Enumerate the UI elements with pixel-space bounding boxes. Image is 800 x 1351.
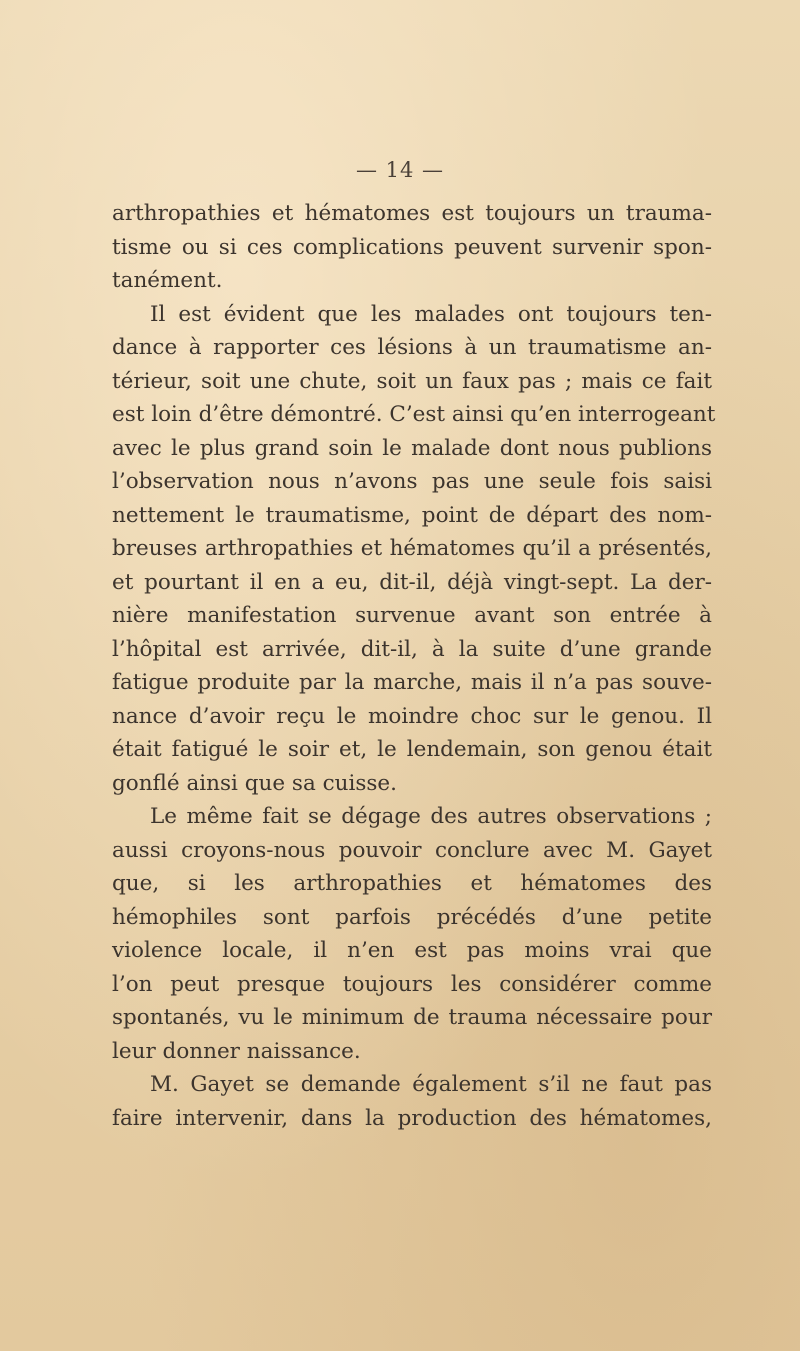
text-line: Le même fait se dégage des autres observations ; [150, 804, 712, 829]
text-line: M. Gayet se demande également s’il ne faut pas [150, 1072, 712, 1097]
text-line: tanément. [112, 268, 223, 293]
text-line: hémophiles sont parfois précédés d’une petite [112, 904, 712, 930]
text-line: gonflé ainsi que sa cuisse. [112, 770, 397, 796]
page-number: — 14 — [355, 158, 445, 182]
text-line: arthropathies et hématomes est toujours un trauma- [112, 201, 712, 226]
text-line: est loin d’être démontré. C’est ainsi qu’en interrogeant [112, 402, 716, 427]
text-line: dance à rapporter ces lésions à un traumatisme an- [112, 335, 712, 360]
text-line: spontanés, vu le minimum de trauma nécessaire pour [112, 1005, 712, 1030]
text-line: Il est évident que les malades ont toujours ten- [150, 301, 712, 327]
text-line: l’observation nous n’avons pas une seule fois saisi [112, 469, 712, 494]
text-line: tisme ou si ces complications peuvent survenir spon- [112, 234, 712, 260]
text-line: térieur, soit une chute, soit un faux pas ; mais ce fait [112, 368, 712, 394]
text-line: breuses arthropathies et hématomes qu’il a présentés, [112, 536, 712, 561]
text-line: nance d’avoir reçu le moindre choc sur le genou. Il [112, 703, 712, 729]
body-text [112, 197, 716, 1135]
text-line: avec le plus grand soin le malade dont nous publions [112, 435, 712, 461]
text-line: fatigue produite par la marche, mais il n’a pas souve- [112, 670, 712, 695]
text-line: leur donner naissance. [112, 1038, 361, 1064]
text-line: nettement le traumatisme, point de départ des nom- [112, 502, 712, 528]
text-line: l’on peut presque toujours les considérer comme [112, 971, 712, 997]
text-line: et pourtant il en a eu, dit-il, déjà vingt-sept. La der- [112, 569, 712, 595]
text-line: nière manifestation survenue avant son entrée à [112, 603, 712, 628]
text-line: aussi croyons-nous pouvoir conclure avec M. Gayet [112, 837, 712, 863]
text-line: violence locale, il n’en est pas moins vrai que [112, 938, 712, 963]
text-line: faire intervenir, dans la production des hématomes, [112, 1105, 712, 1131]
text-line: l’hôpital est arrivée, dit-il, à la suite d’une grande [112, 636, 712, 662]
text-line: que, si les arthropathies et hématomes des [112, 871, 712, 896]
text-line: était fatigué le soir et, le lendemain, son genou était [112, 737, 712, 762]
